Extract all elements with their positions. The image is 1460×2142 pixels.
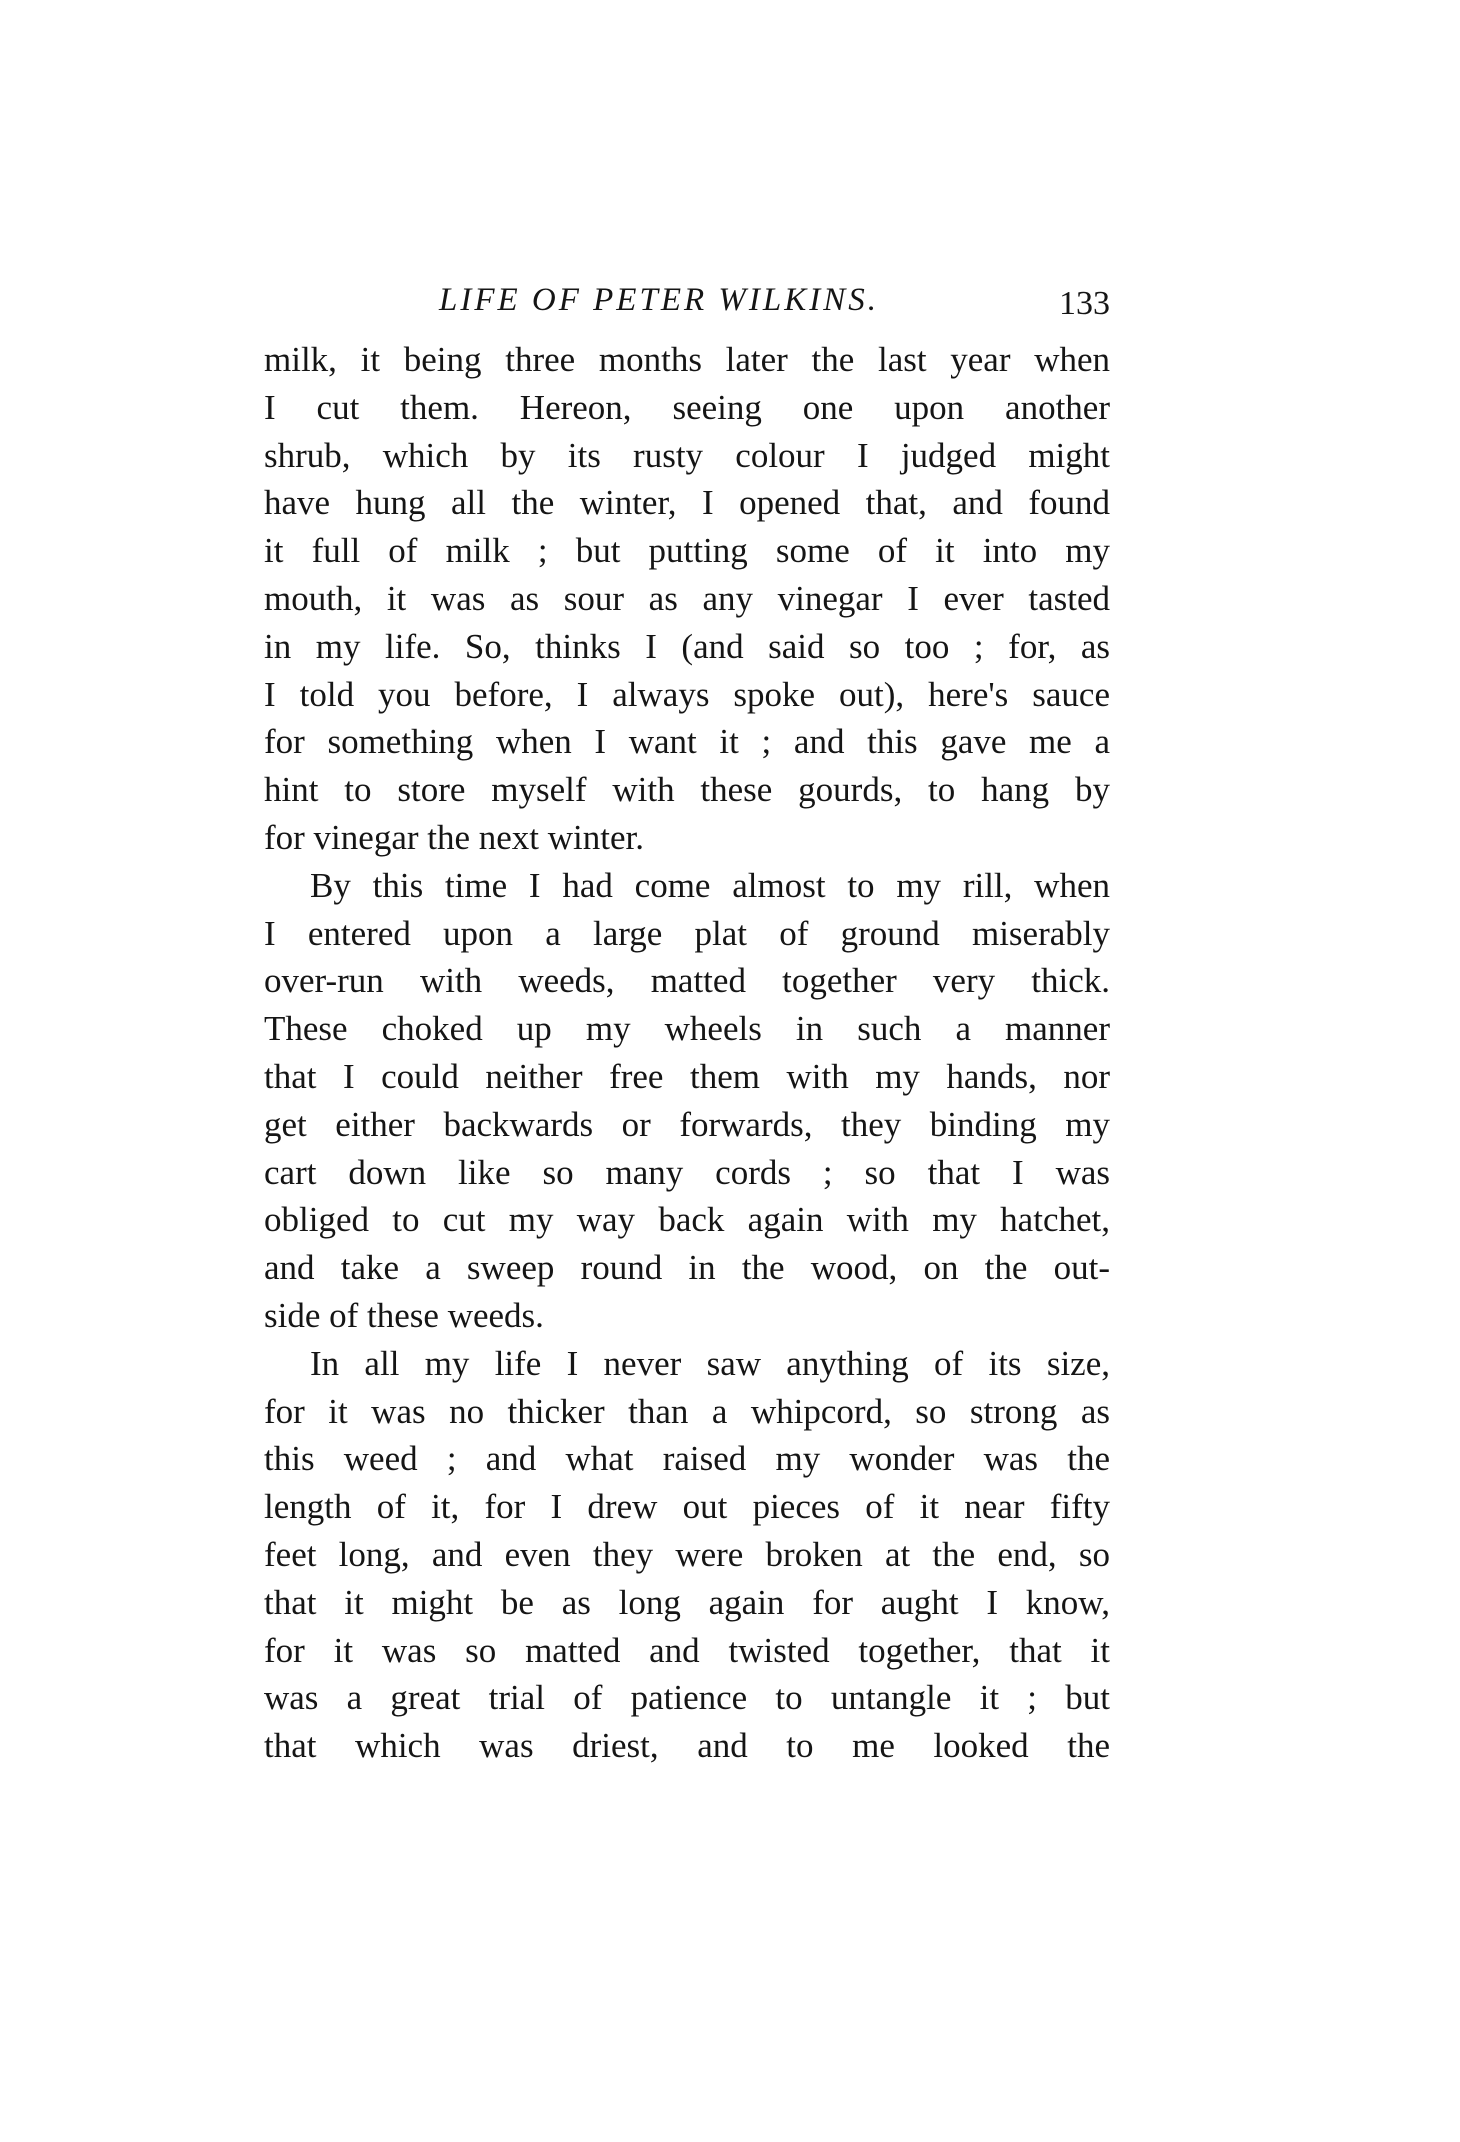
text-line: over-run with weeds, matted together very thick. (264, 961, 1110, 1001)
text-line: that I could neither free them with my hands, nor (264, 1056, 1110, 1096)
text-line: I entered upon a large plat of ground miserably (264, 913, 1110, 953)
text-line: for something when I want it ; and this gave me a (264, 722, 1110, 762)
text-line: hint to store myself with these gourds, to hang by (264, 770, 1110, 810)
text-line: was a great trial of patience to untangle it ; but (264, 1678, 1110, 1718)
text-line: it full of milk ; but putting some of it into my (264, 531, 1110, 571)
text-line: By this time I had come almost to my rill, when (310, 865, 1110, 905)
text-line: in my life. So, thinks I (and said so too ; for, as (264, 626, 1110, 666)
text-line: this weed ; and what raised my wonder was the (264, 1439, 1110, 1479)
paragraph-2 (264, 862, 1110, 1340)
text-line: get either backwards or forwards, they binding my (264, 1104, 1110, 1144)
text-line: have hung all the winter, I opened that, and found (264, 483, 1110, 523)
paragraph-1 (264, 336, 1110, 862)
text-line: obliged to cut my way back again with my hatchet, (264, 1200, 1110, 1240)
text-line: for it was no thicker than a whipcord, so strong as (264, 1391, 1110, 1431)
body-text (264, 336, 1110, 1770)
text-line: and take a sweep round in the wood, on the out- (264, 1248, 1110, 1288)
text-line: that it might be as long again for aught I know, (264, 1582, 1110, 1622)
text-line: mouth, it was as sour as any vinegar I ever tasted (264, 578, 1110, 618)
text-line: In all my life I never saw anything of its size, (310, 1343, 1110, 1383)
page-number: 133 (1059, 285, 1110, 322)
paragraph-3 (264, 1340, 1110, 1770)
text-line: cart down like so many cords ; so that I was (264, 1152, 1110, 1192)
text-line: These choked up my wheels in such a manner (264, 1009, 1110, 1049)
text-line: that which was driest, and to me looked the (264, 1726, 1110, 1766)
text-line: length of it, for I drew out pieces of it near fifty (264, 1487, 1110, 1527)
text-line: feet long, and even they were broken at the end, so (264, 1534, 1110, 1574)
running-title: LIFE OF PETER WILKINS. (439, 282, 879, 318)
text-line: I told you before, I always spoke out), here's sauce (264, 674, 1110, 714)
text-line: shrub, which by its rusty colour I judged might (264, 435, 1110, 475)
text-line: for it was so matted and twisted together, that it (264, 1630, 1110, 1670)
text-line: I cut them. Hereon, seeing one upon another (264, 387, 1110, 427)
running-head (264, 272, 1110, 328)
text-line: for vinegar the next winter. (264, 817, 645, 857)
text-line: side of these weeds. (264, 1295, 544, 1335)
text-line: milk, it being three months later the last year when (264, 340, 1110, 379)
